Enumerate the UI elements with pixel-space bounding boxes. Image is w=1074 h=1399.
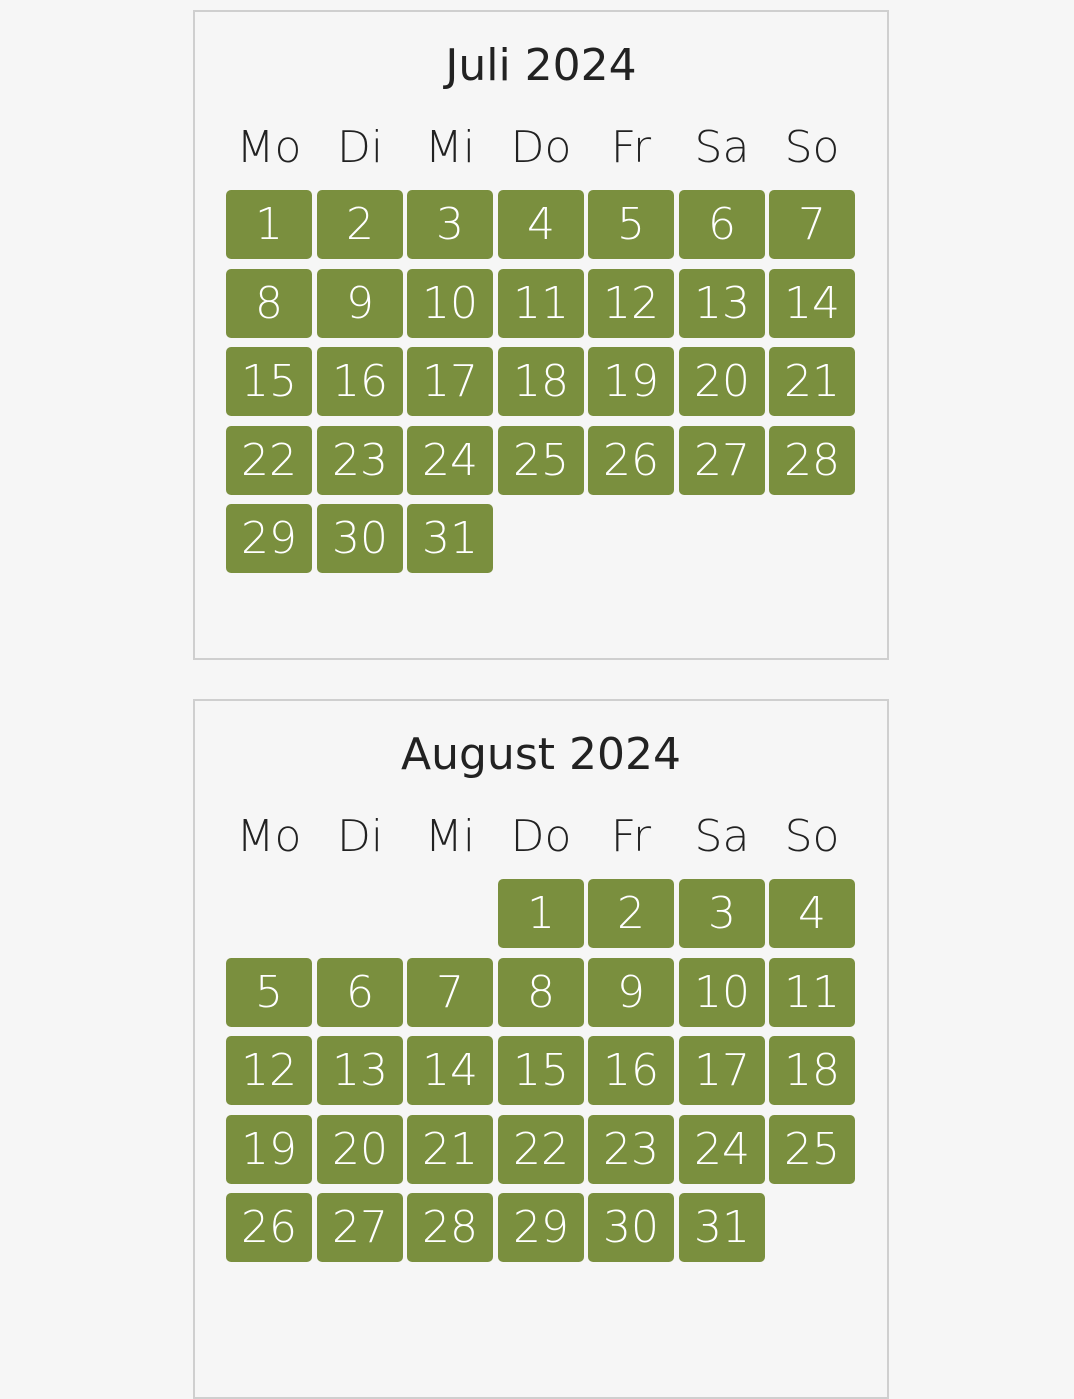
day-cell[interactable]: 30	[588, 1193, 674, 1262]
weekday-so: So	[784, 122, 840, 173]
day-cell[interactable]: 19	[226, 1115, 312, 1184]
weekday-sa: Sa	[694, 811, 750, 862]
calendar-august	[193, 699, 889, 1399]
day-cell[interactable]: 21	[407, 1115, 493, 1184]
weekday-mi: Mi	[424, 811, 476, 862]
weekday-do: Do	[510, 122, 572, 173]
day-cell[interactable]: 5	[226, 958, 312, 1027]
month-title: August 2024	[401, 729, 681, 780]
day-cell[interactable]: 5	[588, 190, 674, 259]
weekday-di: Di	[336, 122, 384, 173]
day-cell[interactable]: 15	[226, 347, 312, 416]
day-cell[interactable]: 13	[679, 269, 765, 338]
weekday-mi: Mi	[424, 122, 476, 173]
day-cell[interactable]: 17	[407, 347, 493, 416]
day-cell[interactable]: 16	[317, 347, 403, 416]
day-cell[interactable]: 4	[769, 879, 855, 948]
day-cell[interactable]: 29	[226, 504, 312, 573]
weekday-mo: Mo	[236, 811, 302, 862]
day-cell[interactable]: 12	[588, 269, 674, 338]
weekday-so: So	[784, 811, 840, 862]
day-cell[interactable]: 9	[317, 269, 403, 338]
day-cell[interactable]: 2	[588, 879, 674, 948]
day-cell[interactable]: 22	[226, 426, 312, 495]
day-cell[interactable]: 20	[317, 1115, 403, 1184]
calendar-july	[193, 10, 889, 660]
day-cell[interactable]: 9	[588, 958, 674, 1027]
day-cell[interactable]: 16	[588, 1036, 674, 1105]
weekday-sa: Sa	[694, 122, 750, 173]
weekday-fr: Fr	[610, 811, 652, 862]
day-cell[interactable]: 10	[679, 958, 765, 1027]
day-cell[interactable]: 23	[317, 426, 403, 495]
day-cell[interactable]: 26	[588, 426, 674, 495]
day-cell[interactable]: 19	[588, 347, 674, 416]
day-cell[interactable]: 28	[769, 426, 855, 495]
day-cell[interactable]: 15	[498, 1036, 584, 1105]
day-cell[interactable]: 14	[769, 269, 855, 338]
day-cell[interactable]: 30	[317, 504, 403, 573]
weekday-mo: Mo	[236, 122, 302, 173]
day-cell[interactable]: 1	[226, 190, 312, 259]
day-cell[interactable]: 23	[588, 1115, 674, 1184]
day-cell[interactable]: 8	[498, 958, 584, 1027]
day-cell[interactable]: 18	[498, 347, 584, 416]
day-cell[interactable]: 31	[407, 504, 493, 573]
day-cell[interactable]: 31	[679, 1193, 765, 1262]
day-cell[interactable]: 11	[769, 958, 855, 1027]
day-cell[interactable]: 28	[407, 1193, 493, 1262]
day-cell[interactable]: 27	[679, 426, 765, 495]
day-cell[interactable]: 26	[226, 1193, 312, 1262]
day-cell[interactable]: 29	[498, 1193, 584, 1262]
weekday-header	[226, 118, 858, 178]
day-cell[interactable]: 24	[407, 426, 493, 495]
day-cell[interactable]: 2	[317, 190, 403, 259]
day-cell[interactable]: 13	[317, 1036, 403, 1105]
day-cell[interactable]: 1	[498, 879, 584, 948]
day-cell[interactable]: 3	[679, 879, 765, 948]
day-cell[interactable]: 4	[498, 190, 584, 259]
weekday-di: Di	[336, 811, 384, 862]
day-cell[interactable]: 8	[226, 269, 312, 338]
day-cell[interactable]: 24	[679, 1115, 765, 1184]
day-cell[interactable]: 22	[498, 1115, 584, 1184]
day-cell[interactable]: 7	[769, 190, 855, 259]
day-cell[interactable]: 11	[498, 269, 584, 338]
weekday-header	[226, 807, 858, 867]
day-cell[interactable]: 25	[498, 426, 584, 495]
day-cell[interactable]: 7	[407, 958, 493, 1027]
weekday-do: Do	[510, 811, 572, 862]
day-cell[interactable]: 25	[769, 1115, 855, 1184]
day-cell[interactable]: 10	[407, 269, 493, 338]
day-cell[interactable]: 21	[769, 347, 855, 416]
day-cell[interactable]: 20	[679, 347, 765, 416]
day-cell[interactable]: 27	[317, 1193, 403, 1262]
day-cell[interactable]: 14	[407, 1036, 493, 1105]
month-title: Juli 2024	[445, 40, 637, 91]
day-cell[interactable]: 18	[769, 1036, 855, 1105]
day-cell[interactable]: 6	[317, 958, 403, 1027]
weekday-fr: Fr	[610, 122, 652, 173]
day-cell[interactable]: 6	[679, 190, 765, 259]
day-cell[interactable]: 17	[679, 1036, 765, 1105]
day-cell[interactable]: 3	[407, 190, 493, 259]
day-cell[interactable]: 12	[226, 1036, 312, 1105]
